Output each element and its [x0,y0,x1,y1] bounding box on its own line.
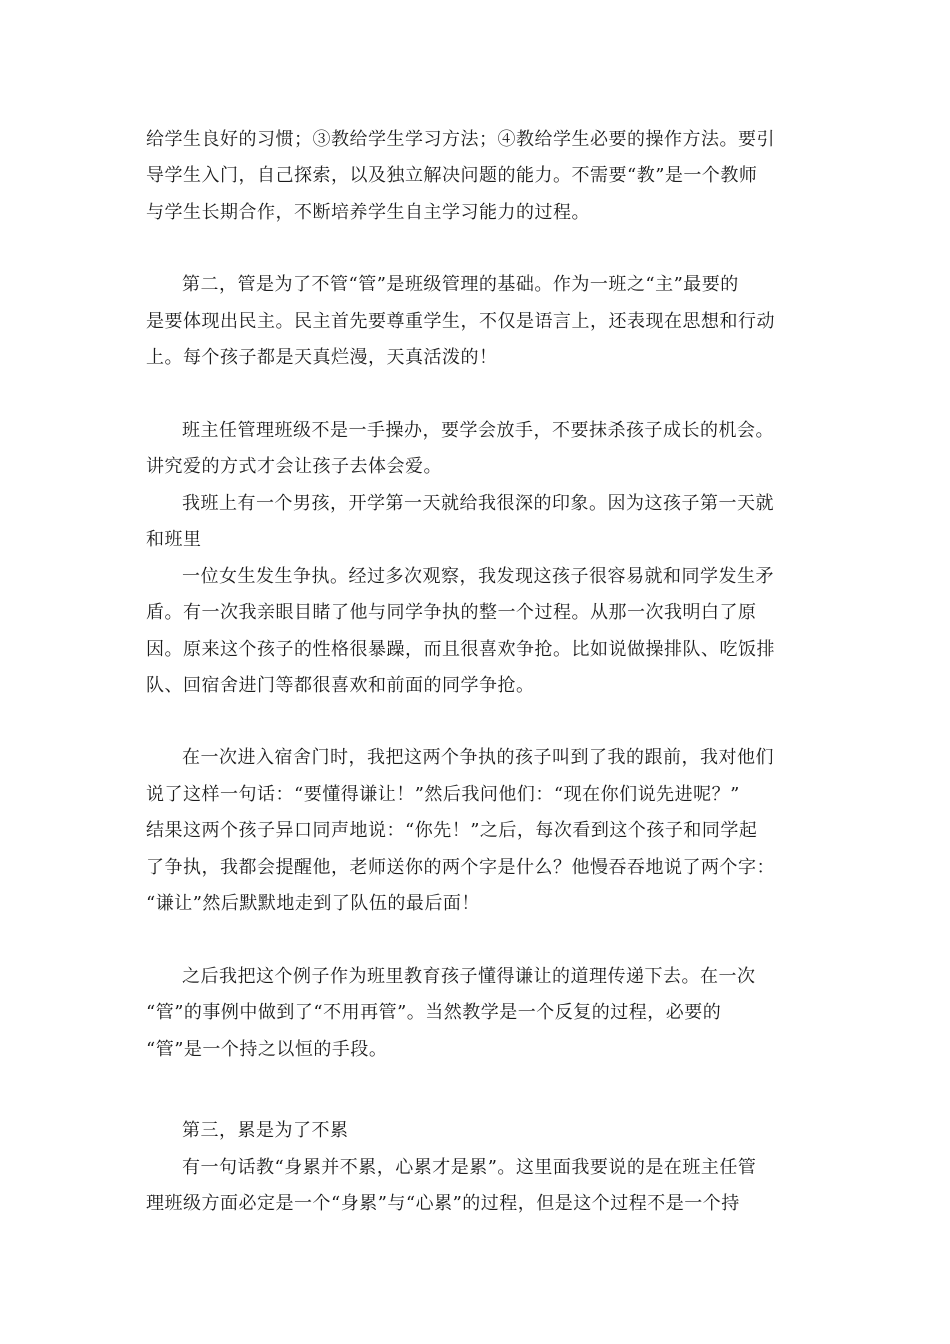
text-line: 之后我把这个例子作为班里教育孩子懂得谦让的道理传递下去。在一次 [182,966,756,987]
text-line: 讲究爱的方式才会让孩子去体会爱。 [146,456,442,477]
text-line: 是要体现出民主。民主首先要尊重学生，不仅是语言上，还表现在思想和行动 [146,311,775,332]
text-line: 在一次进入宿舍门时，我把这两个争执的孩子叫到了我的跟前，我对他们 [182,747,774,768]
text-line: 说了这样一句话：“要懂得谦让！”然后我问他们：“现在你们说先进呢？” [146,784,740,805]
text-line: 队、回宿舍进门等都很喜欢和前面的同学争抢。 [146,675,535,696]
text-line: “谦让”然后默默地走到了队伍的最后面！ [146,893,480,914]
text-line: 上。每个孩子都是天真烂漫，天真活泼的！ [146,347,498,368]
text-line: “管”的事例中做到了“不用再管”。当然教学是一个反复的过程，必要的 [146,1002,722,1023]
text-line: 结果这两个孩子异口同声地说：“你先！”之后，每次看到这个孩子和同学起 [146,820,758,841]
text-line: 理班级方面必定是一个“身累”与“心累”的过程，但是这个过程不是一个持 [146,1193,740,1214]
text-line: 给学生良好的习惯；③教给学生学习方法；④教给学生必要的操作方法。要引 [146,129,775,150]
text-line: 了争执，我都会提醒他，老师送你的两个字是什么？他慢吞吞地说了两个字： [146,857,775,878]
text-line: 第三，累是为了不累 [182,1120,349,1141]
text-line: 和班里 [146,529,202,550]
text-line: 因。原来这个孩子的性格很暴躁，而且很喜欢争抢。比如说做操排队、吃饭排 [146,639,775,660]
text-line: 第二，管是为了不管“管”是班级管理的基础。作为一班之“主”最要的 [182,274,739,295]
text-line: “管”是一个持之以恒的手段。 [146,1039,388,1060]
text-line: 我班上有一个男孩，开学第一天就给我很深的印象。因为这孩子第一天就 [182,493,774,514]
text-line: 一位女生发生争执。经过多次观察，我发现这孩子很容易就和同学发生矛 [182,566,774,587]
text-line: 盾。有一次我亲眼目睹了他与同学争执的整一个过程。从那一次我明白了原 [146,602,757,623]
text-line: 导学生入门，自己探索，以及独立解决问题的能力。不需要“教”是一个教师 [146,165,758,186]
text-line: 有一句话教“身累并不累，心累才是累”。这里面我要说的是在班主任管 [182,1157,757,1178]
text-line: 班主任管理班级不是一手操办，要学会放手，不要抹杀孩子成长的机会。 [182,420,774,441]
text-line: 与学生长期合作，不断培养学生自主学习能力的过程。 [146,202,590,223]
